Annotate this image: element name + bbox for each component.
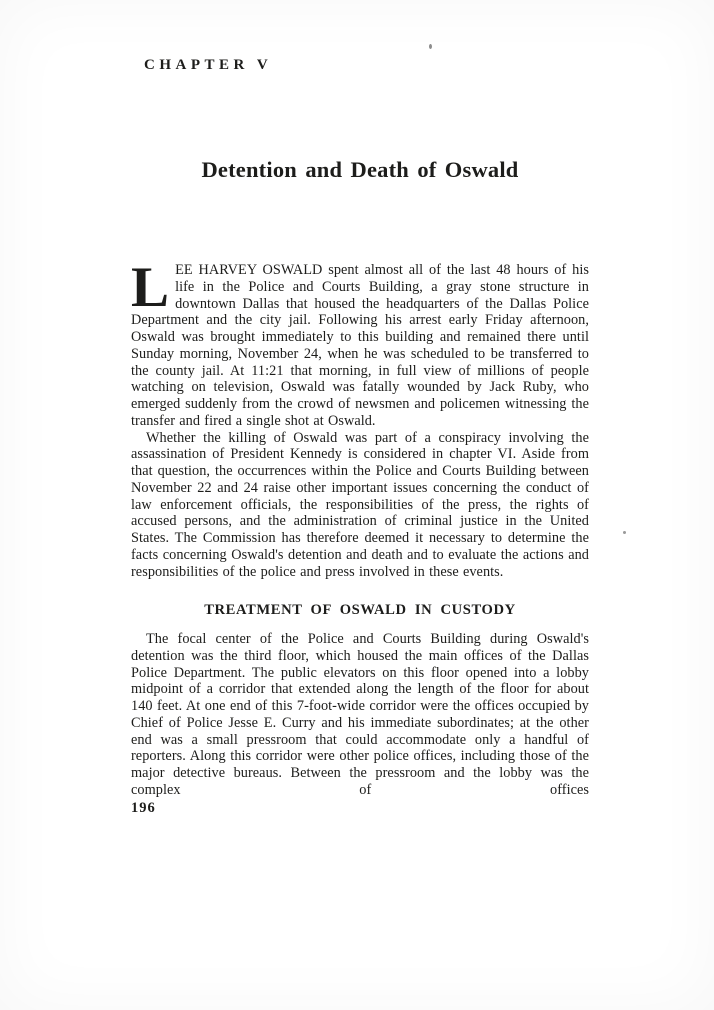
drop-cap-letter: L — [131, 256, 170, 319]
chapter-label: CHAPTER V — [144, 57, 273, 73]
scan-speck — [429, 44, 432, 49]
intro-paragraph-1-text: EE HARVEY OSWALD spent almost all of the last 48 hours of his life in the Police and Courts Building, a gray stone structure in downtown Dallas that housed the headquarters of the Dallas Police Department and the city jail. Following his arrest early Friday afternoon, Oswald was brought immediately to this building and remained there until Sunday morning, November 24, when he was scheduled to be transferred to the county jail. At 11:21 that morning, in full view of millions of people watching on television, Oswald was fatally wounded by Jack Ruby, who emerged suddenly from the crowd of newsmen and policemen witnessing the transfer and fired a single shot at Oswald. — [131, 262, 589, 429]
intro-paragraph-1 — [131, 256, 589, 430]
section-heading: TREATMENT OF OSWALD IN CUSTODY — [204, 602, 516, 619]
intro-paragraph-2: Whether the killing of Oswald was part of a conspiracy involving the assassination of President Kennedy is considered in chapter VI. Aside from that question, the occurrences within the Police and Courts Building between November 22 and 24 raise other important issues concerning the conduct of law enforcement officials, the responsibilities of the press, the rights of accused persons, and the administration of criminal justice in the United States. The Commission has therefore deemed it necessary to determine the facts concerning Oswald's detention and death and to evaluate the actions and responsibilities of the police and press involved in these events. — [131, 429, 589, 580]
scan-speck — [623, 531, 626, 534]
section-paragraph-1: The focal center of the Police and Courts Building during Oswald's detention was the third floor, which housed the main offices of the Dallas Police Department. The public elevators on this floor opened into a lobby midpoint of a corridor that extended along the length of the floor for about 140 feet. At one end of this 7-foot-wide corridor were the offices occupied by Chief of Police Jesse E. Curry and his immediate subordinates; at the other end was a small pressroom that could accommodate only a handful of reporters. Along this corridor were other police offices, including those of the major detective bureaus. Between the pressroom and the lobby was the complex of offices — [131, 631, 589, 798]
chapter-title: Detention and Death of Oswald — [201, 157, 519, 182]
text-column — [131, 256, 589, 816]
page-number: 196 — [131, 799, 156, 816]
